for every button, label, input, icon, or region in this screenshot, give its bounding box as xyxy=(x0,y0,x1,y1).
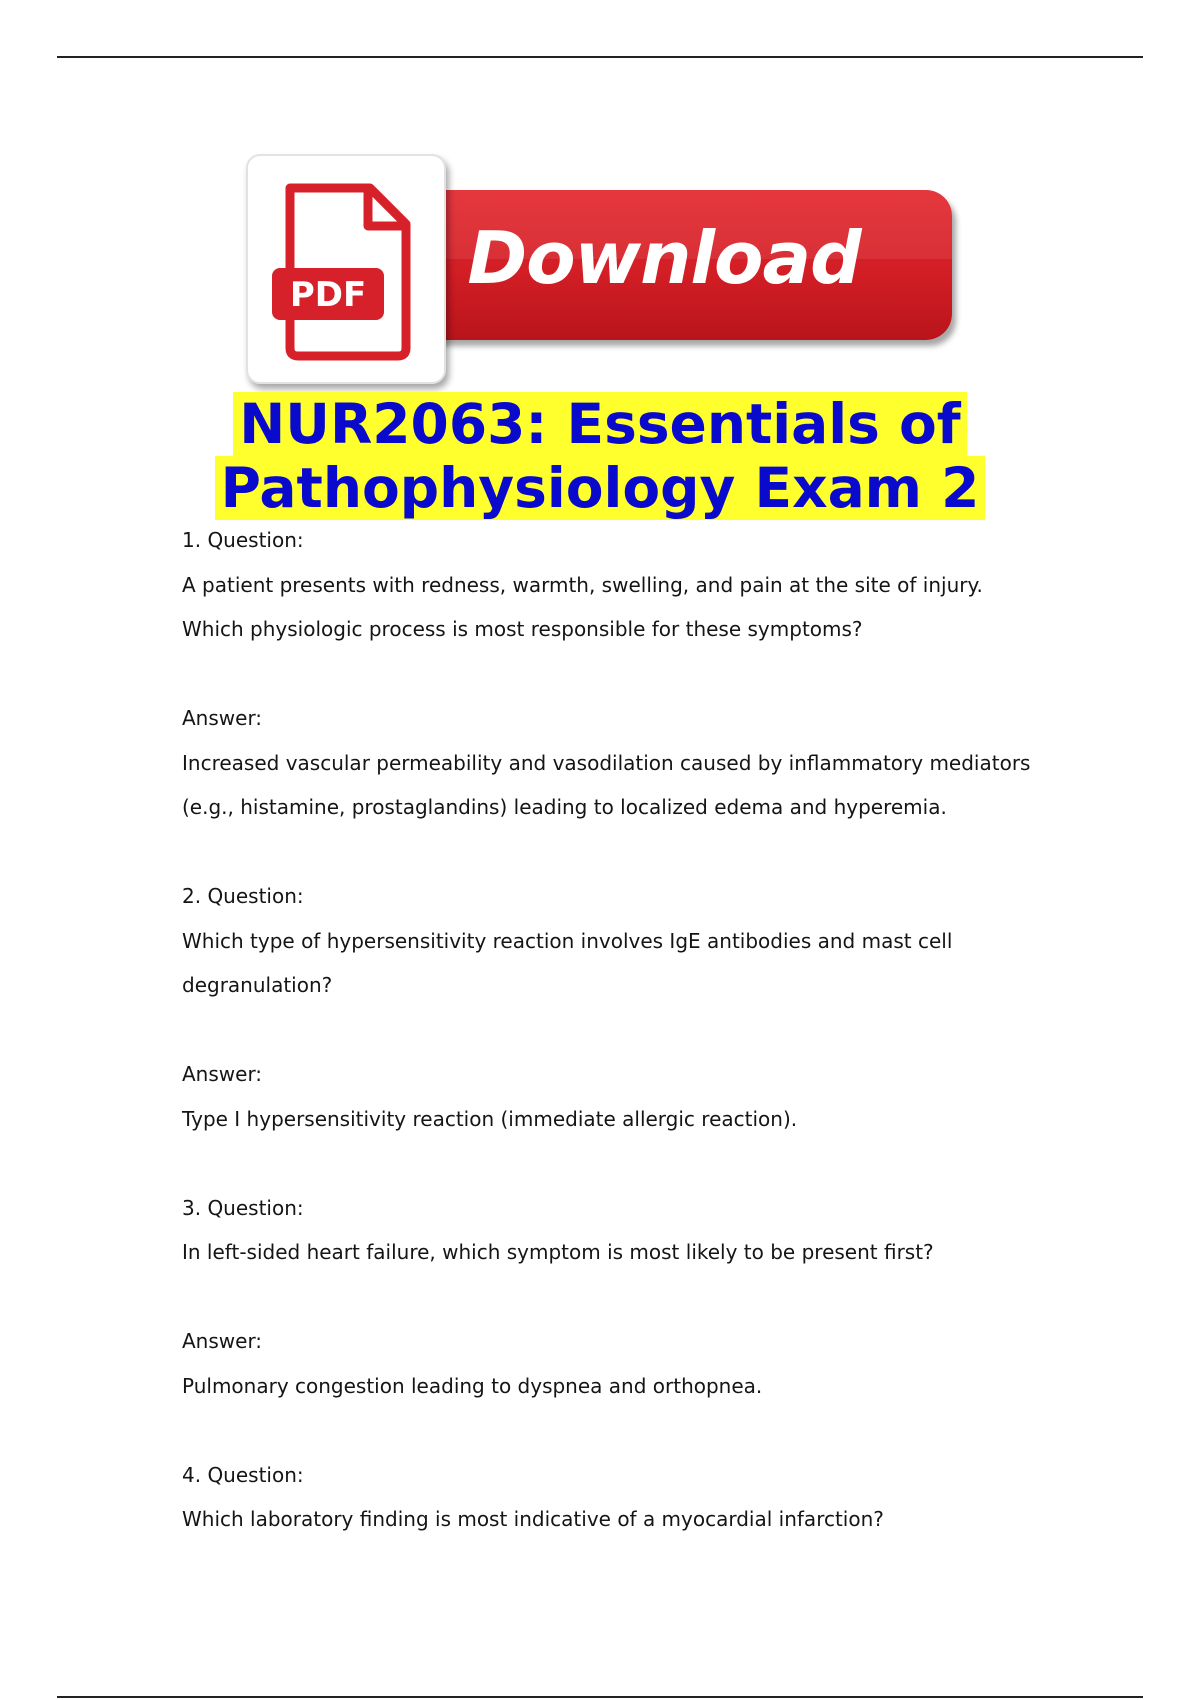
answer-label: Answer: xyxy=(182,706,263,730)
bottom-rule xyxy=(57,1696,1143,1698)
question-label: 2. Question: xyxy=(182,884,304,908)
answer-text: Type I hypersensitivity reaction (immediate allergic reaction). xyxy=(182,1106,798,1131)
spacer xyxy=(182,1275,1062,1320)
spacer xyxy=(182,1408,1062,1453)
answer-label: Answer: xyxy=(182,1329,263,1353)
spacer xyxy=(182,1141,1062,1186)
question-text: Which physiologic process is most responsible for these symptoms? xyxy=(182,617,863,641)
title-line-1: NUR2063: Essentials of xyxy=(233,392,966,456)
pdf-badge-text: PDF xyxy=(289,275,367,315)
download-button[interactable] xyxy=(416,190,952,340)
question-label: 4. Question: xyxy=(182,1462,304,1487)
qa-content xyxy=(182,518,1062,1542)
download-banner[interactable] xyxy=(246,154,956,384)
answer-text: Increased vascular permeability and vasodilation caused by inflammatory mediators xyxy=(182,750,1031,775)
question-text: Which laboratory finding is most indicative of a myocardial infarction? xyxy=(182,1507,884,1531)
question-text: degranulation? xyxy=(182,973,333,997)
answer-text: (e.g., histamine, prostaglandins) leading to localized edema and hyperemia. xyxy=(182,795,947,819)
spacer xyxy=(182,830,1062,875)
title-line-2: Pathophysiology Exam 2 xyxy=(215,456,986,520)
pdf-document-icon xyxy=(268,180,424,364)
answer-text: Pulmonary congestion leading to dyspnea and orthopnea. xyxy=(182,1373,763,1398)
pdf-file-icon[interactable] xyxy=(246,154,446,384)
question-label: 1. Question: xyxy=(182,528,304,552)
question-text: A patient presents with redness, warmth, swelling, and pain at the site of injury. xyxy=(182,572,983,597)
answer-label: Answer: xyxy=(182,1062,263,1086)
spacer xyxy=(182,652,1062,697)
document-title xyxy=(0,392,1200,520)
question-text: In left-sided heart failure, which symptom is most likely to be present first? xyxy=(182,1240,934,1264)
question-label: 3. Question: xyxy=(182,1195,304,1220)
top-rule xyxy=(57,56,1143,58)
download-label: Download xyxy=(467,216,861,300)
spacer xyxy=(182,1008,1062,1053)
question-text: Which type of hypersensitivity reaction involves IgE antibodies and mast cell xyxy=(182,928,953,953)
